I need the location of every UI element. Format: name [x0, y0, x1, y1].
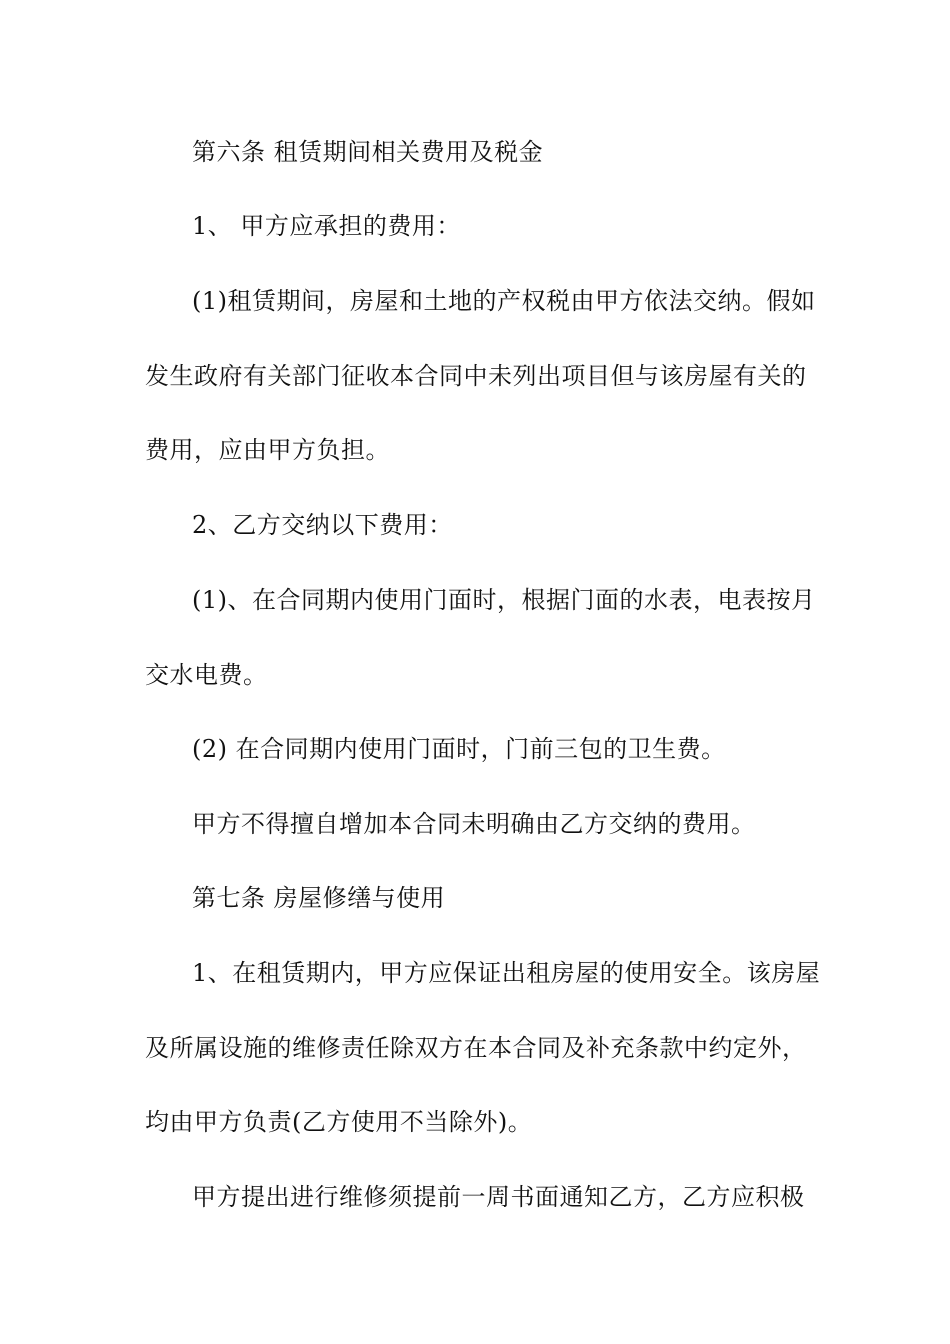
clause-line: (1)、在合同期内使用门面时，根据门面的水表，电表按月: [192, 586, 816, 614]
clause-line: 甲方提出进行维修须提前一周书面通知乙方，乙方应积极: [192, 1183, 805, 1211]
clause-line: (1)租赁期间，房屋和土地的产权税由甲方依法交纳。假如: [192, 287, 816, 315]
clause-line: 甲方不得擅自增加本合同未明确由乙方交纳的费用。: [192, 810, 756, 838]
clause-line: 均由甲方负责(乙方使用不当除外)。: [145, 1108, 533, 1136]
section-heading-article-6: 第六条 租赁期间相关费用及税金: [192, 138, 544, 166]
clause-line: 交水电费。: [145, 661, 268, 689]
section-heading-article-7: 第七条 房屋修缮与使用: [192, 884, 446, 912]
clause-line: 及所属设施的维修责任除双方在本合同及补充条款中约定外，: [145, 1034, 807, 1062]
clause-line: 1、在租赁期内，甲方应保证出租房屋的使用安全。该房屋: [192, 959, 821, 987]
clause-line: 1、 甲方应承担的费用：: [192, 212, 461, 240]
clause-line: (2) 在合同期内使用门面时，门前三包的卫生费。: [192, 735, 726, 763]
clause-line: 发生政府有关部门征收本合同中未列出项目但与该房屋有关的: [145, 362, 807, 390]
clause-line: 2、乙方交纳以下费用：: [192, 511, 453, 539]
clause-line: 费用，应由甲方负担。: [145, 436, 390, 464]
